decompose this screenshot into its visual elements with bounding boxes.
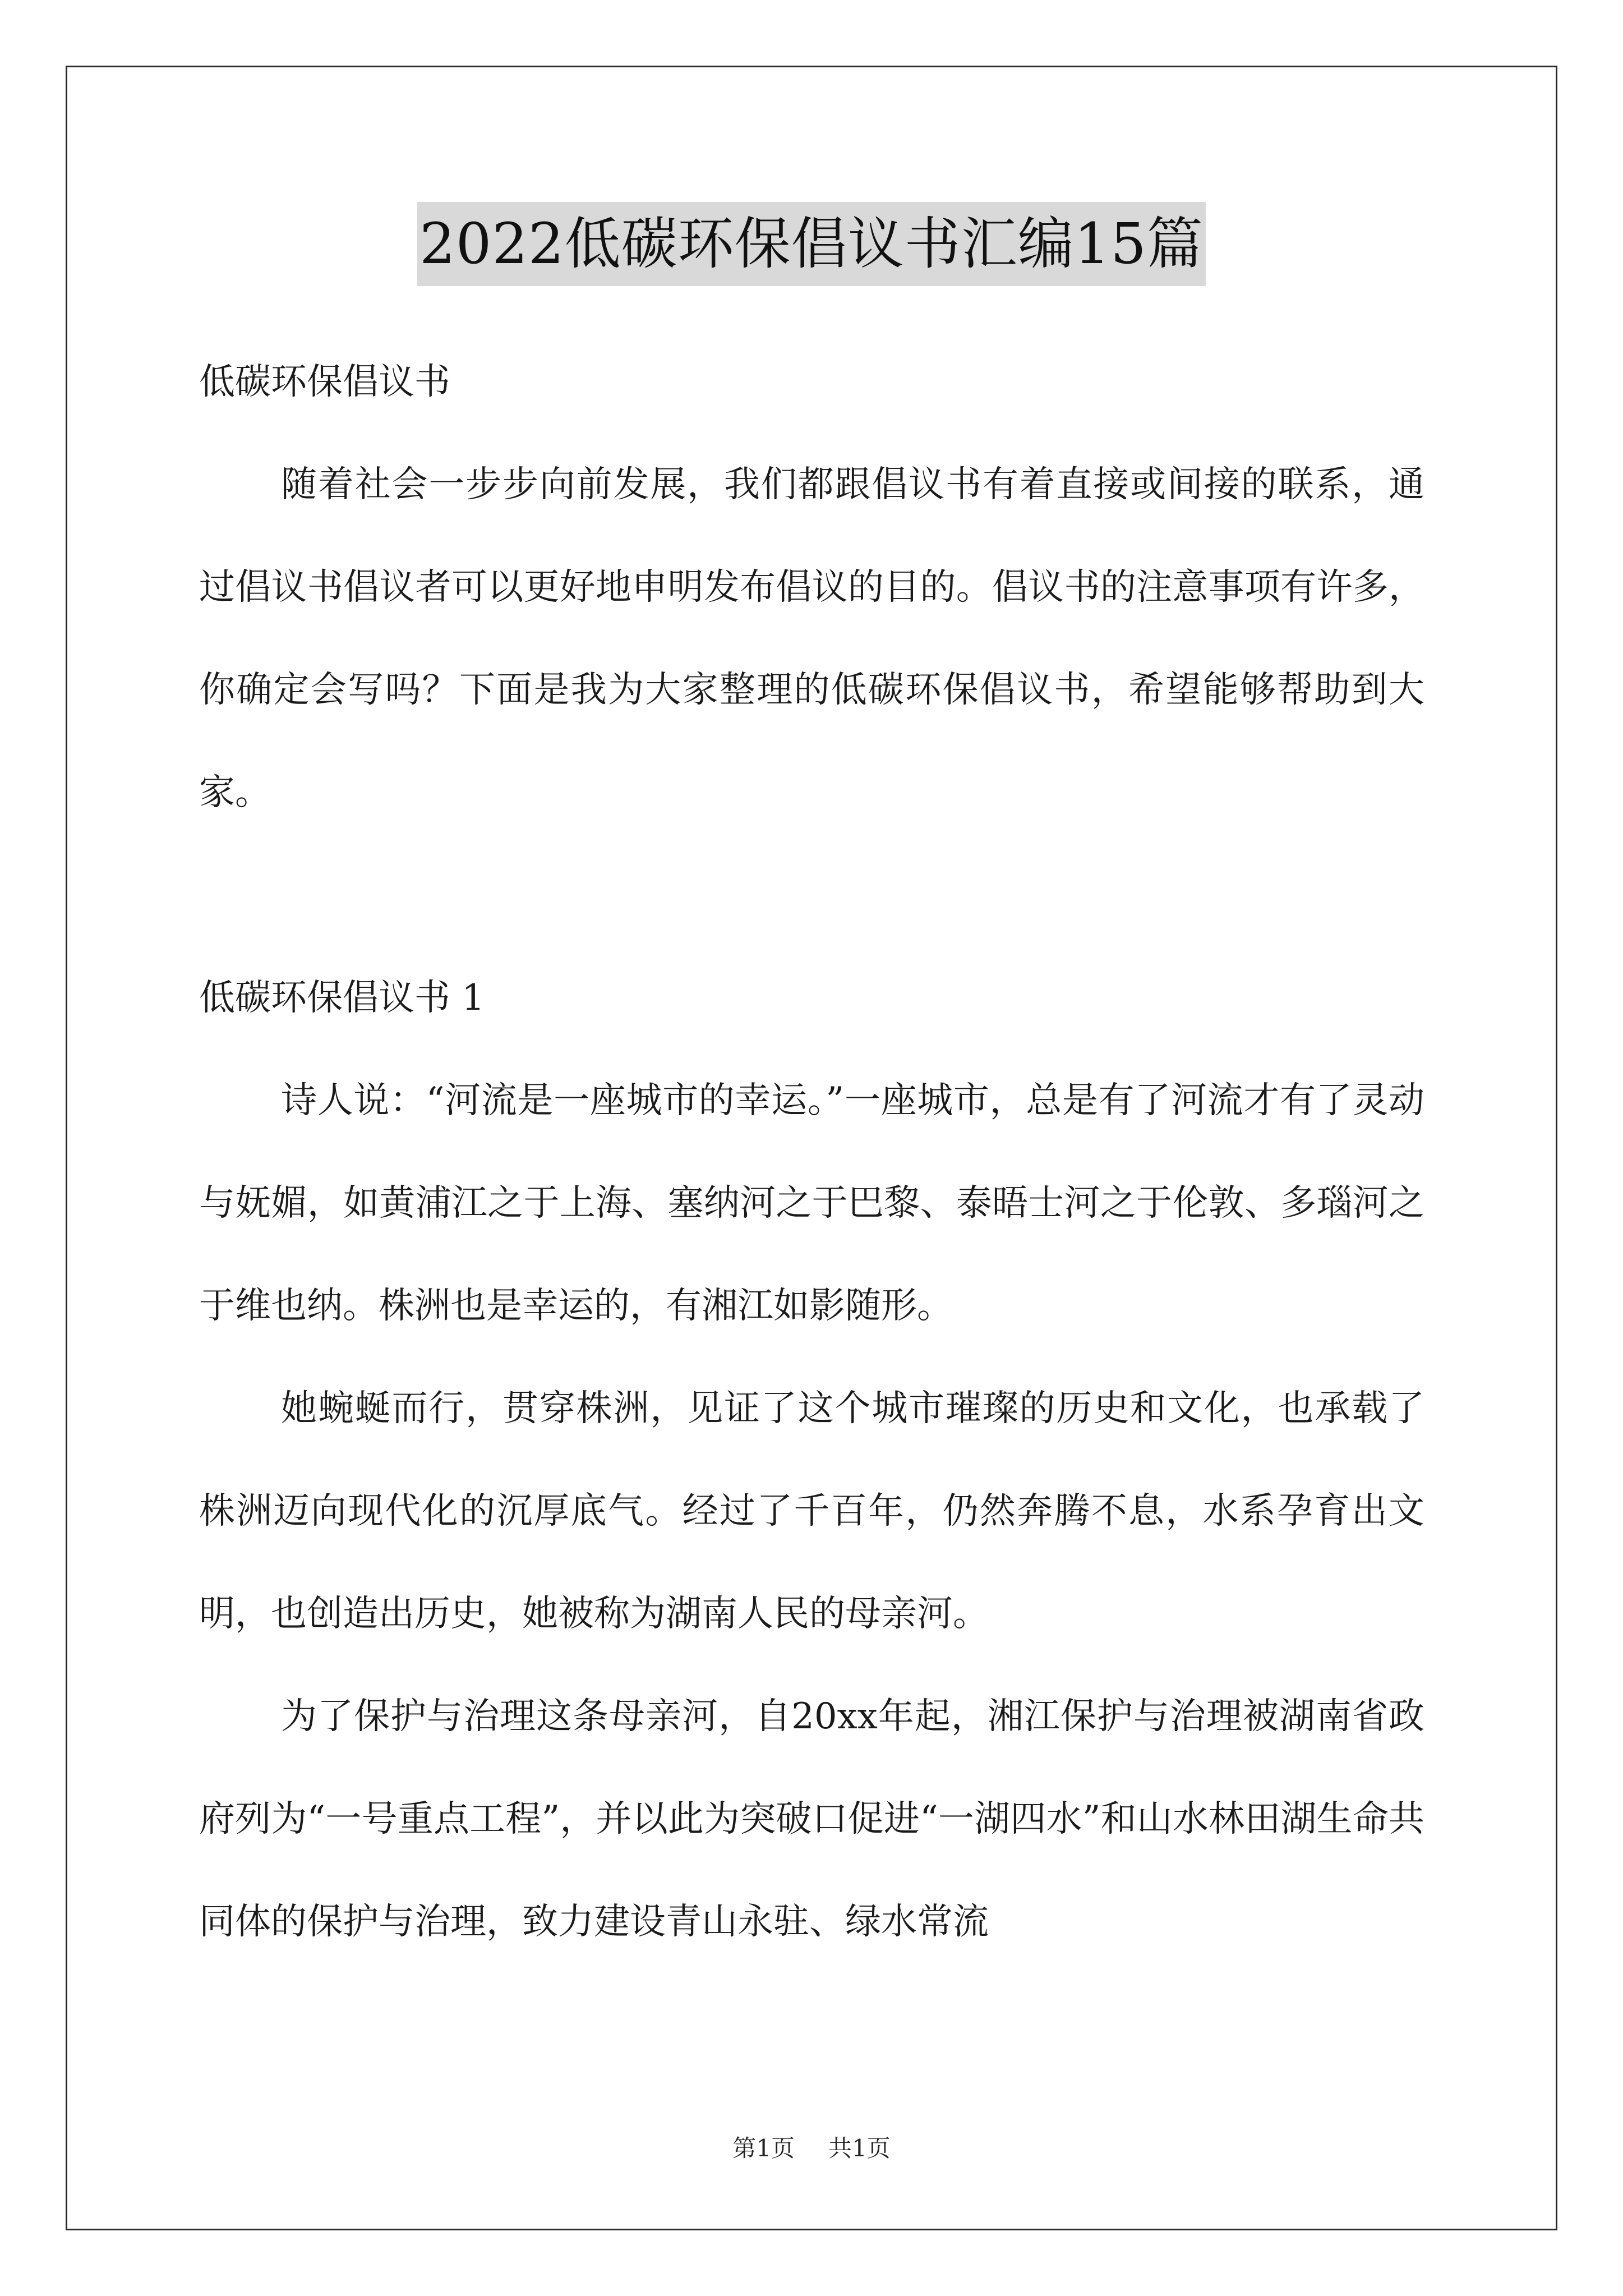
paragraph: 为了保护与治理这条母亲河，自20xx年起，湘江保护与治理被湖南省政府列为“一号重点工程”，并以此为突破口促进“一湖四水”和山水林田湖生命共同体的保护与治理，致力建设青山永驻、绿水常流 [199,1696,1424,1943]
section-heading: 低碳环保倡议书 1 [199,977,485,1019]
document-title: 2022低碳环保倡议书汇编15篇 [417,202,1206,286]
paragraph: 她蜿蜒而行，贯穿株洲，见证了这个城市璀璨的历史和文化，也承载了株洲迈向现代化的沉厚底气。经过了千百年，仍然奔腾不息，水系孕育出文明，也创造出历史，她被称为湖南人民的母亲河。 [199,1388,1424,1635]
document-body [199,331,1424,1973]
page-total: 共1页 [828,2134,891,2162]
paragraph: 诗人说：“河流是一座城市的幸运。”一座城市，总是有了河流才有了灵动与妩媚，如黄浦江之于上海、塞纳河之于巴黎、泰晤士河之于伦敦、多瑙河之于维也纳。株洲也是幸运的，有湘江如影随形。 [199,1080,1424,1327]
page-number: 第1页 [732,2134,795,2162]
section-spacer [199,844,1424,947]
paragraph: 随着社会一步步向前发展，我们都跟倡议书有着直接或间接的联系，通过倡议书倡议者可以更好地申明发布倡议的目的。倡议书的注意事项有许多，你确定会写吗？下面是我为大家整理的低碳环保倡议书，希望能够帮助到大家。 [199,464,1424,813]
page-footer [0,2132,1623,2165]
title-container [0,202,1623,286]
section-heading: 低碳环保倡议书 [199,361,450,403]
